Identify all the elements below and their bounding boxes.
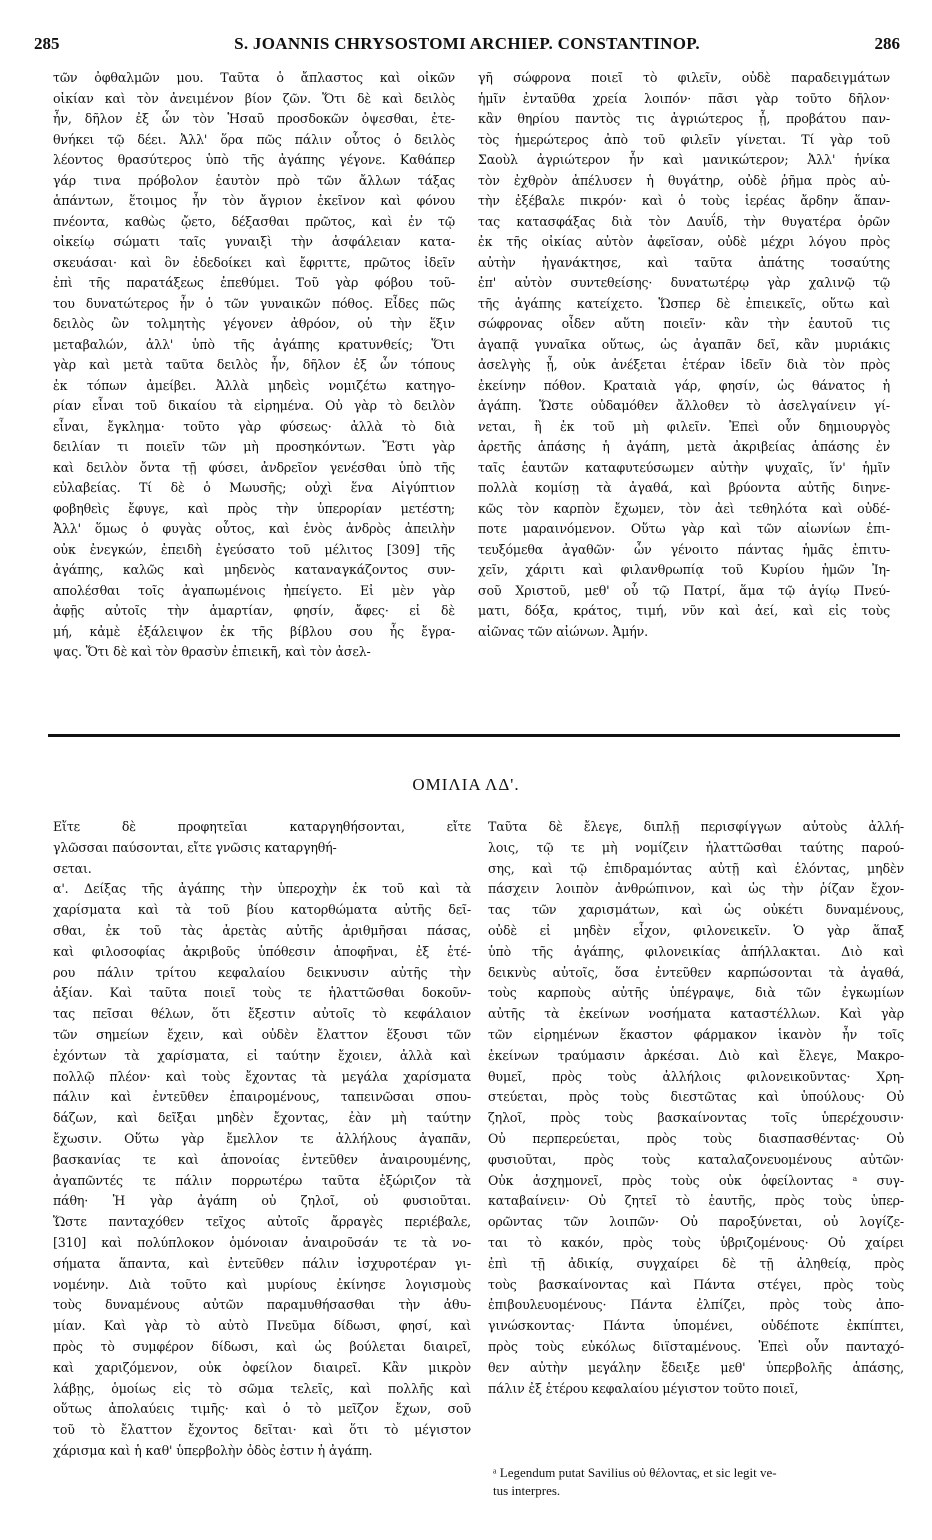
- text-line: εἶναι, ἔγκλημα· τοῦτο γὰρ φύσεως· ἀλλὰ τὸ διὰ: [53, 418, 455, 434]
- text-line: ἀγαπῶντές τε πάλιν πορρωτέρω ταῦτα ἐξώριζον τὰ: [53, 1172, 471, 1188]
- text-line: πολλῷ πλέον· καὶ τοὺς ἔχοντας τὰ μεγάλα χαρίσματα: [53, 1068, 471, 1084]
- text-line: απολέσθαι τοῖς ἀγαπωμένοις ἠπείγετο. Εἰ μὲν γὰρ: [53, 582, 455, 598]
- text-line: λέοντος θρασύτερος ὑπὸ τῆς ἀγάπης γέγονε. Καθάπερ: [53, 152, 455, 167]
- text-line: θνήκει τῷ δέει. Ἀλλ' ὅρα πῶς πάλιν οὗτος ὁ δειλὸς: [53, 131, 455, 147]
- text-line: φυσιοῦται, πρὸς τοὺς καταλαζονευομένους αὐτῶν·: [488, 1151, 904, 1167]
- text-line: δεικνὺς αὐτοῖς, ὅσα ἐντεῦθεν καρπώσονται τὰ ἀγαθά,: [488, 964, 904, 980]
- text-line: [310] καὶ πολύπλοκον ὁμόνοιαν ἀναιροῦσάν τε τὰ νο-: [53, 1234, 471, 1250]
- text-line: χάρισμα καὶ ἡ καθ' ὑπερβολὴν ὁδὸς ἐστιν ἡ ἀγάπη.: [53, 1442, 373, 1458]
- text-line: τὸς ἡμερώτερος ἀπὸ τοῦ φιλεῖν γίνεται. Τί γὰρ τοῦ: [478, 131, 890, 147]
- page-number-left: 285: [34, 34, 60, 53]
- text-line: θεν αὐτὴν μεγάλην ἔδειξε μεθ' ὑπερβολῆς ἁπάσης,: [488, 1359, 904, 1375]
- footnote-line: ᵃ Legendum putat Savilius οὐ θέλοντας, et sic legit ve-: [493, 1465, 777, 1480]
- text-line: τῆς ἀγάπης κατείχετο. Ὥσπερ δὲ ἐπιεικεῖς, οὕτω καὶ: [478, 295, 890, 311]
- text-line: Οὐ περπερεύεται, πρὸς τοὺς διασπασθέντας· Οὐ: [488, 1130, 904, 1146]
- text-line: δάζων, καὶ δεῖξαι μηδὲν ἔχοντας, ἐὰν μὴ ταύτην: [53, 1110, 471, 1126]
- text-line: τοῦ τὸ ἔλαττον ἔχοντος δεῖται· καὶ ὅτι τὸ μέγιστον: [53, 1422, 471, 1438]
- text-line: ψας. Ὅτι δὲ καὶ τὸν θρασὺν ἐπιεικῆ, καὶ τὸν ἀσελ-: [53, 644, 371, 659]
- text-line: ἀγάπης, καλῶς καὶ μηδενὸς καταναγκάζοντος συν-: [53, 562, 455, 577]
- text-line: καὶ δειλὸν ὄντα τῇ φύσει, ἀνδρεῖον γενέσθαι ὑπὸ τῆς: [53, 459, 455, 475]
- text-line: ἐπιβουλευομένους· Πάντα ἐλπίζει, πρὸς τοὺς ἀπο-: [488, 1297, 904, 1313]
- text-line: δειλὸς ὢν τολμητὴς γέγονεν ἀθρόον, οὐ τὴν ἕξιν: [53, 316, 455, 331]
- text-line: Εἴτε δὲ προφητεῖαι καταργηθήσονται, εἴτε: [53, 819, 471, 834]
- text-line: πάσχειν λοιπὸν ἀνθρώπινον, καὶ ὡς τὴν ῥίζαν ἔχον-: [488, 881, 904, 897]
- text-line: τας πεῖσαι θέλων, ὅτι ἔξεστιν αὐτοῖς τὸ κεφάλαιον: [53, 1006, 471, 1022]
- text-line: ἀγαπᾷ γυναῖκα οὕτως, ὡς ἀγαπᾶν δεῖ, κἂν μυριάκις: [478, 336, 890, 352]
- text-line: τοὺς καρποὺς αὐτῆς ὑπέγραψε, διὰ τῶν ἐγκωμίων: [488, 985, 904, 1001]
- text-line: ἐπ' αὐτὸν συντεθείσης· δυνατωτέρῳ γὰρ χαλινῷ τῷ: [478, 275, 890, 290]
- text-line: μίαν. Καὶ γὰρ τὸ αὐτὸ Πνεῦμα δίδωσι, φησί, καὶ: [53, 1318, 471, 1334]
- text-line: ἀφῇς αὐτοῖς τὴν ἁμαρτίαν, φησίν, ἄφες· εἰ δὲ: [53, 603, 455, 618]
- footnote-line: tus interpres.: [493, 1483, 561, 1498]
- text-line: σεται.: [53, 860, 92, 876]
- text-line: ἐκ τῆς οἰκίας αὐτὸν ἀφεῖσαν, οὐδὲ μέχρι λόγου πρὸς: [478, 234, 890, 249]
- text-line: οὐκ ἐνεγκών, ἐπειδὴ ἐγεύσατο τοῦ μέλιτος [309] τῆς: [53, 541, 455, 557]
- text-line: ἀγάπη. Ὥστε οὐδαμόθεν ἄλλοθεν τὸ ἀσελγαίνειν γί-: [478, 398, 890, 413]
- text-line: τῶν εἰρημένων ἕκαστον φάρμακον ἱκανὸν ἦν τοῖς: [488, 1026, 904, 1042]
- text-line: ἔχωσιν. Οὕτω γὰρ ἔμελλον τε ἀλλήλους ἀγαπᾶν,: [53, 1130, 471, 1146]
- text-line: ἐπὶ τῇ ἀδικίᾳ, συγχαίρει δὲ τῇ ἀληθείᾳ, πρὸς: [488, 1255, 904, 1271]
- text-line: ται τὸ κακόν, πρὸς τοὺς ὑβριζομένους· Οὐ χαίρει: [488, 1234, 904, 1250]
- text-line: αὐτὴν ἠγανάκτησε, καὶ ταῦτα ἀπάτης τοσαύτης: [478, 254, 890, 270]
- text-line: ἐκείνων τραύμασιν ἀρκέσαι. Διὸ καὶ ἔλεγε, Μακρο-: [488, 1047, 904, 1063]
- text-line: πρὸς τοὺς εὐκόλως διϊσταμένους. Ἐπεὶ οὖν πανταχό-: [488, 1338, 904, 1354]
- text-line: του δυνατώτερος ἦν ὁ τῶν γυναικῶν πόθος. Εἶδες πῶς: [53, 295, 455, 311]
- text-line: οὐδὲ εἰ μηδὲν εἶχον, φιλονεικεῖν. Ὁ γὰρ ἅπαξ: [488, 922, 904, 938]
- text-line: θυμεῖ, πρὸς τοὺς ἀλλήλοις φιλονεικοῦντας· Χρη-: [488, 1068, 904, 1084]
- text-line: δειλίαν τι ποιεῖν τῶν μὴ προσηκόντων. Ἔστι γὰρ: [53, 439, 455, 454]
- text-line: τοὺς βασκαίνοντας καὶ Πάντα στέγει, πρὸς τοὺς: [488, 1276, 904, 1292]
- text-line: νεται, ἢ ἐκ τοῦ μὴ φιλεῖν. Ἐπεὶ οὖν δημιουργὸς: [478, 418, 890, 434]
- text-line: Ἀλλ' ὅμως ὁ φυγὰς οὗτος, καὶ ἑνὸς ἀνδρὸς ἀπειλὴν: [53, 521, 455, 536]
- text-line: Ὥστε πανταχόθεν τεῖχος αὐτοῖς ἄρραγὲς περιέβαλε,: [53, 1214, 471, 1230]
- text-line: Σαοὺλ ἀγριώτερον ἦν καὶ μανικώτερον; Ἀλλ' ἡνίκα: [478, 152, 890, 167]
- text-line: α'. Δείξας τῆς ἀγάπης τὴν ὑπεροχὴν ἐκ τοῦ καὶ τὰ: [53, 881, 471, 897]
- text-line: ταῖς ἑαυτῶν καταφυτεύσωμεν αὐτὴν ψυχαῖς, ἵν' ἡμῖν: [478, 459, 890, 475]
- text-line: φοβηθεὶς ἔφυγε, καὶ πρὸς τὴν ὑπερορίαν μετέστη;: [53, 500, 455, 516]
- text-line: γῆ σώφρονα ποιεῖ τὸ φιλεῖν, οὐδὲ παραδειγμάτων: [478, 70, 890, 85]
- text-line: τῶν σημείων ἔχειν, καὶ οὐδὲν ἔλαττον ἕξουσι τῶν: [53, 1026, 471, 1042]
- text-line: ζηλοῖ, πρὸς τοὺς βασκαίνοντας τοῖς ὑπερέχουσιν·: [488, 1110, 904, 1126]
- text-line: τῶν ὀφθαλμῶν μου. Ταῦτα ὁ ἄπλαστος καὶ οἰκῶν: [53, 70, 455, 85]
- text-line: αὐτῆς τὰ ἐκείνων νοσήματα καταστέλλων. Καὶ γὰρ: [488, 1006, 904, 1022]
- text-line: πάθη· Ἡ γὰρ ἀγάπη οὐ ζηλοῖ, οὐ φυσιοῦται.: [53, 1193, 471, 1209]
- text-line: καταβαίνειν· Οὐ ζητεῖ τὸ ἑαυτῆς, πρὸς τοὺς ὑπερ-: [488, 1193, 904, 1209]
- text-line: πρὸς τὸ συμφέρον δίδωσι, καὶ ὡς βούλεται διαιρεῖ,: [53, 1338, 471, 1354]
- text-line: οἰκείῳ σώματι ταῖς γυναιξὶ τὴν ἀσφάλειαν κατα-: [53, 234, 455, 249]
- text-line: σήματα ἅπαντα, καὶ ἐντεῦθεν πάλιν ἰσχυροτέραν γι-: [53, 1255, 471, 1271]
- text-line: ματι, δόξα, κράτος, τιμή, νῦν καὶ ἀεί, καὶ εἰς τοὺς: [478, 603, 890, 618]
- text-line: καὶ χαριζόμενον, οὐκ ὀφείλον διαιρεῖ. Κἂν μικρὸν: [53, 1359, 471, 1375]
- section-rule: [48, 734, 900, 737]
- text-line: σκευάσαι· καὶ ὃν ἐδεδοίκει καὶ ἔφριττε, πρῶτος ἰδεῖν: [53, 254, 455, 270]
- text-line: ἀξίαν. Καὶ ταῦτα ποιεῖ τοὺς τε ἡλαττῶσθαι δοκοῦν-: [53, 985, 471, 1001]
- text-line: γινώσκοντας· Πάντα ὑπομένει, οὐδέποτε ἐκπίπτει,: [488, 1318, 904, 1334]
- text-line: γὰρ καὶ μετὰ ταῦτα δειλὸς ἦν, δῆλον ἐξ ὧν τόπους: [53, 357, 455, 372]
- text-line: γάρ τινα πρόβολον ἑαυτὸν πρὸ τῶν ἄλλων τάξας: [53, 172, 455, 188]
- text-line: ποτε μαραινόμενον. Οὕτω γὰρ καὶ τῶν αἰωνίων ἐπι-: [478, 521, 890, 536]
- text-line: αἰῶνας τῶν αἰώνων. Ἀμήν.: [478, 623, 649, 639]
- text-line: ἐπὶ τῆς παρατάξεως ἐπεθύμει. Τοῦ γὰρ φόβου τοῦ-: [53, 275, 455, 290]
- text-line: σθαι, ἐκ τοῦ τὰς ἀρετὰς αὐτῆς ἀριθμῆσαι πάσας,: [53, 922, 471, 938]
- text-line: οἰκίαν καὶ τὸν ἀνειμένον βίον ζῶν. Ὅτι δὲ καὶ δειλὸς: [53, 90, 455, 106]
- text-line: νομένην. Διὰ τοῦτο καὶ μυρίους ἐκίνησε λογισμοὺς: [53, 1276, 471, 1292]
- top-right-column: [478, 68, 890, 642]
- text-line: πνέοντα, καθὼς ᾤετο, δέξασθαι πρῶτος, καὶ ἐν τῷ: [53, 213, 455, 229]
- text-line: τὴν ἐξέβαλε πικρόν· καὶ ὁ τοὺς ἱερέας ἄρδην ἅπαν-: [478, 193, 890, 208]
- text-line: τοὺς δυναμένους αὐτῶν παραμυθήσασθαι τὴν ἀθυ-: [53, 1297, 471, 1313]
- bottom-right-column: [488, 817, 904, 1399]
- text-line: πάλιν ἐξ ἑτέρου κεφαλαίου μέγιστον τοῦτο ποιεῖ,: [488, 1380, 799, 1396]
- text-line: γλῶσσαι παύσονται, εἴτε γνῶσις καταργηθή-: [53, 839, 337, 855]
- text-line: πολλὰ κομίσῃ τὰ ἀγαθά, καὶ βρύοντα αὐτῆς διηνε-: [478, 480, 890, 495]
- text-line: κῶς τὸν καρπὸν ἔχωμεν, τὸν ἀεὶ τεθηλότα καὶ οὐδέ-: [478, 500, 890, 516]
- text-line: ρου πάλιν τρίτου κεφαλαίου δεικνυσιν αὐτῆς τὴν: [53, 964, 471, 980]
- text-line: τὸν ἐχθρὸν ἀπέλυσεν ἡ θυγάτηρ, οὐδὲ ῥῆμα πρὸς αὐ-: [478, 172, 890, 188]
- top-left-column: [53, 68, 455, 663]
- text-line: ἐκείνην πόθον. Κραταιὰ γάρ, φησίν, ὡς θάνατος ἡ: [478, 377, 890, 393]
- text-line: ἀσελγὴς ᾖ, οὐκ ἀνέξεται ἑτέραν ἰδεῖν διὰ τὸν πρὸς: [478, 357, 890, 372]
- text-line: βασκανίας τε καὶ ἀπονοίας ἐντεῦθεν ἀναιρουμένης,: [53, 1151, 471, 1167]
- text-line: οὕτως ἀπολαύεις τιμῆς· καὶ ὁ τὸ μεῖζον ἔχων, σοῦ: [53, 1401, 471, 1417]
- text-line: σης, καὶ τῷ ἐπιδραμόντας αὐτῇ καὶ ἑλόντας, μηδὲν: [488, 860, 904, 876]
- text-line: λοις, τῷ τε μὴ νομίζειν ἠλαττῶσθαι ταύτης παρού-: [488, 839, 904, 855]
- text-line: τας τῶν χαρισμάτων, καὶ ὡς οὐκέτι δυναμένους,: [488, 902, 904, 918]
- text-line: τας κατασφάξας διὰ τὸν Δαυΐδ, τὴν θυγατέρα ὁρῶν: [478, 213, 890, 229]
- text-line: πάλιν καὶ ἐντεῦθεν ἐπαιρομένους, ταπεινῶσαι σπου-: [53, 1089, 471, 1105]
- text-line: εὐλαβείας. Τί δὲ ὁ Μωυσῆς; οὐχὶ ἕνα Αἰγύπτιον: [53, 480, 455, 495]
- text-line: σώφρονας οἶδεν αὕτη ποιεῖν· κἂν τὴν ἑαυτοῦ τις: [478, 316, 890, 331]
- page-number-right: 286: [874, 34, 900, 53]
- bottom-left-column: [53, 817, 471, 1462]
- text-line: ἐκ τόπων ἀμείβει. Ἀλλὰ μηδεὶς νομιζέτω κατηγο-: [53, 377, 455, 393]
- text-line: Οὐκ ἀσχημονεῖ, πρὸς τοὺς οὐκ ὀφείλοντας ᵃ συγ-: [488, 1172, 904, 1188]
- text-line: λάβῃς, ὁμοίως εἰς τὸ σῶμα τελεῖς, καὶ πολλῆς καὶ: [53, 1380, 471, 1396]
- text-line: καὶ φιλοσοφίας ἀκριβοῦς ὑπόθεσιν ἀποφῆναι, ἐξ ἑτέ-: [53, 943, 471, 959]
- text-line: Ταῦτα δὲ ἔλεγε, διπλῇ περισφίγγων αὐτοὺς ἀλλή-: [488, 819, 904, 834]
- text-line: χαρίσματα καὶ τὰ τοῦ βίου κατορθώματα αὐτῆς δεῖ-: [53, 902, 471, 918]
- text-line: ἡμῖν ἐνταῦθα χρεία λοιπόν· πᾶσι γὰρ τοῦτο δῆλον·: [478, 90, 890, 106]
- text-line: στεύεται, πρὸς τοὺς διεστῶτας καὶ ὑπούλους· Οὐ: [488, 1089, 904, 1105]
- text-line: χεῖν, χάριτι καὶ φιλανθρωπίᾳ τοῦ Κυρίου ἡμῶν Ἰη-: [478, 562, 890, 577]
- text-line: κἂν θηρίου παντὸς τις ἀγριώτερος ᾖ, προβάτου παν-: [478, 111, 890, 126]
- text-line: ἁπάντων, ἕτοιμος ἦν τὸν ἄγριον ἐκεῖνον καὶ φόνου: [53, 193, 455, 208]
- text-line: ρίαν εἶναι τοῦ δικαίου τὰ εἰρημένα. Οὐ γὰρ τὸ δειλὸν: [53, 398, 455, 413]
- text-line: σοῦ Χριστοῦ, μεθ' οὗ τῷ Πατρί, ἅμα τῷ ἁγίῳ Πνεύ-: [478, 582, 890, 598]
- footnote: [493, 1464, 905, 1500]
- text-line: μεταβαλών, ἀλλ' ὑπὸ τῆς ἀγάπης κρατυνθείς; Ὅτι: [53, 336, 455, 352]
- text-line: ἀρετῆς ἁπάσης ἡ ἀγάπη, μετὰ ἀκριβείας ἁπάσης ἐν: [478, 439, 890, 454]
- text-line: ορῶντας τῶν λοιπῶν· Οὐ παροξύνεται, οὐ λογίζε-: [488, 1214, 904, 1230]
- homily-title: ΟΜΙΛΙΑ ΛΔ'.: [412, 775, 520, 794]
- text-line: ὑπὸ τῆς ἀγάπης, φιλονεικίας ἀπήλλακται. Διὸ καὶ: [488, 943, 904, 959]
- text-line: ἐχόντων τὰ χαρίσματα, εἰ ταύτην ἔχοιεν, ἀλλὰ καὶ: [53, 1047, 471, 1063]
- text-line: τευξόμεθα ἀγαθῶν· ὧν γένοιτο πάντας ἡμᾶς ἐπιτυ-: [478, 541, 890, 557]
- header-title: S. JOANNIS CHRYSOSTOMI ARCHIEP. CONSTANTINOP.: [234, 34, 700, 53]
- text-line: ἦν, δῆλον ἐξ ὧν τὸν Ἡσαῦ προσδοκῶν ὀψεσθαι, ἐτε-: [53, 111, 455, 126]
- running-header: [34, 34, 900, 56]
- text-line: μή, κἀμὲ ἐξάλειψον ἐκ τῆς βίβλου σου ἧς ἔγρα-: [53, 623, 455, 639]
